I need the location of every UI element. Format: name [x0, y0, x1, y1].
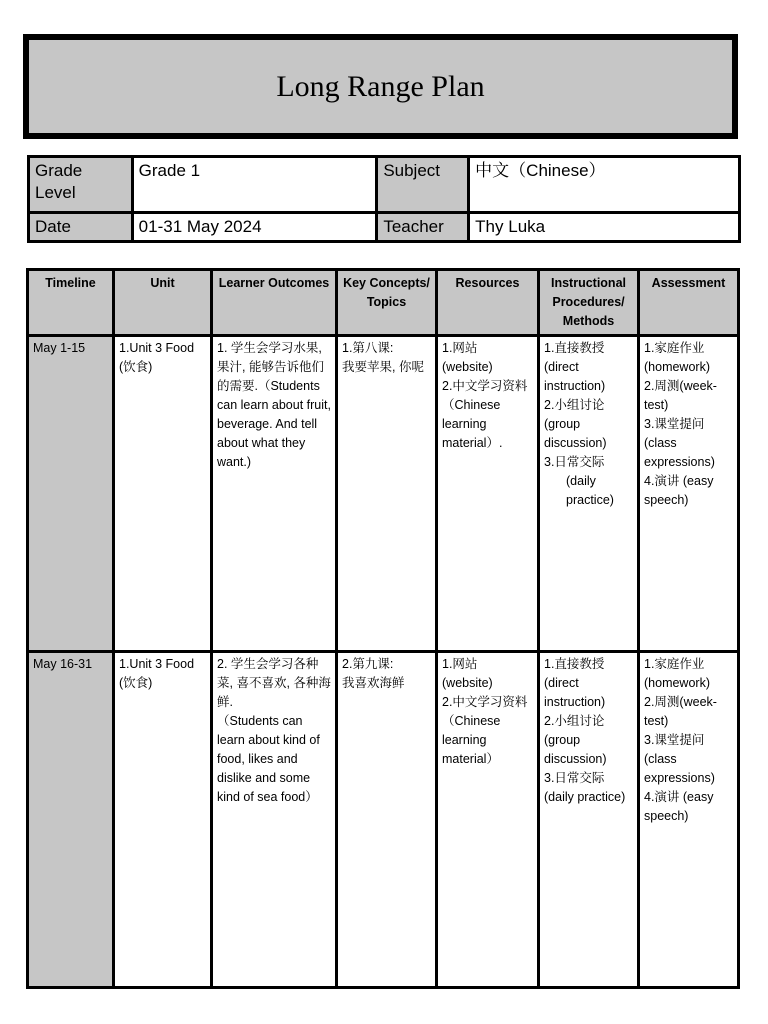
grade-level-value: Grade 1	[132, 157, 377, 213]
concepts-cell: 2.第九课: 我喜欢海鲜	[337, 652, 437, 988]
resources-cell: 1.网站 (website) 2.中文学习资料 （Chinese learning material）	[437, 652, 539, 988]
header-row	[28, 270, 739, 336]
date-value: 01-31 May 2024	[132, 213, 377, 242]
page-title: Long Range Plan	[276, 69, 485, 103]
info-row-grade-subject	[29, 157, 740, 213]
timeline-header: Timeline	[28, 270, 114, 336]
concepts-cell: 1.第八课: 我要苹果, 你呢	[337, 336, 437, 652]
date-label: Date	[29, 213, 133, 242]
procedures-cell: 1.直接教授 (direct instruction) 2.小组讨论 (group discussion) 3.日常交际 (daily practice)	[539, 336, 639, 652]
unit-cell: 1.Unit 3 Food (饮食)	[114, 336, 212, 652]
teacher-value: Thy Luka	[469, 213, 740, 242]
outcomes-cell: 2. 学生会学习各种菜, 喜不喜欢, 各种海鲜. （Students can learn about kind of food, likes and dislike and some kind of sea food）	[212, 652, 337, 988]
info-row-date-teacher	[29, 213, 740, 242]
info-table	[27, 155, 741, 243]
title-banner	[23, 34, 738, 139]
subject-label: Subject	[377, 157, 469, 213]
subject-value: 中文（Chinese）	[469, 157, 740, 213]
teacher-label: Teacher	[377, 213, 469, 242]
resources-cell: 1.网站 (website) 2.中文学习资料 （Chinese learning material）.	[437, 336, 539, 652]
grade-level-label: Grade Level	[29, 157, 133, 213]
outcomes-cell: 1. 学生会学习水果, 果汁, 能够告诉他们的需要.（Students can learn about fruit, beverage. And tell about what they want.)	[212, 336, 337, 652]
table-row	[28, 652, 739, 988]
unit-header: Unit	[114, 270, 212, 336]
concepts-header: Key Concepts/ Topics	[337, 270, 437, 336]
assessment-header: Assessment	[639, 270, 739, 336]
procedures-header: Instructional Procedures/ Methods	[539, 270, 639, 336]
plan-table	[26, 268, 740, 989]
unit-cell: 1.Unit 3 Food (饮食)	[114, 652, 212, 988]
procedures-cell: 1.直接教授 (direct instruction) 2.小组讨论 (group discussion) 3.日常交际 (daily practice)	[539, 652, 639, 988]
timeline-cell: May 16-31	[28, 652, 114, 988]
table-row	[28, 336, 739, 652]
outcomes-header: Learner Outcomes	[212, 270, 337, 336]
resources-header: Resources	[437, 270, 539, 336]
timeline-cell: May 1-15	[28, 336, 114, 652]
assessment-cell: 1.家庭作业 (homework) 2.周测(week-test) 3.课堂提问 (class expressions) 4.演讲 (easy speech)	[639, 652, 739, 988]
assessment-cell: 1.家庭作业 (homework) 2.周测(week-test) 3.课堂提问 (class expressions) 4.演讲 (easy speech)	[639, 336, 739, 652]
